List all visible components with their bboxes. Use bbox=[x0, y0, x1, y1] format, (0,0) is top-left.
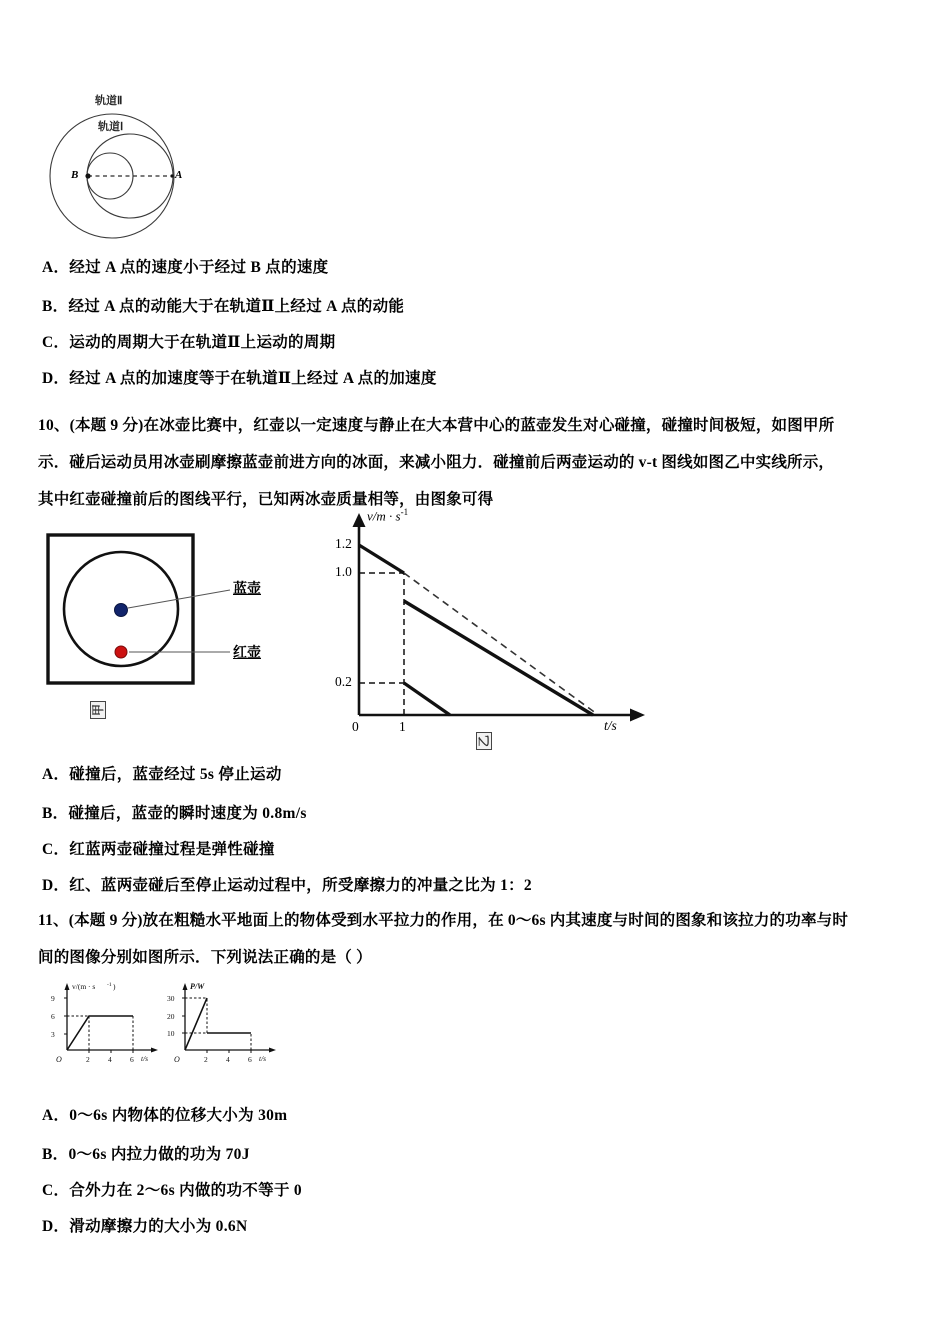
red-stone-after-collision-line bbox=[404, 683, 450, 715]
point-a-label: A bbox=[175, 169, 183, 181]
q10-option-a-label: A． bbox=[42, 766, 70, 783]
red-stone-before-collision-line bbox=[359, 545, 404, 573]
vmini-x-axis-title: t/s bbox=[141, 1054, 149, 1063]
pmini-ylab-20: 20 bbox=[167, 1012, 175, 1021]
q10-option-c[interactable] bbox=[42, 837, 275, 859]
vmini-origin-label: O bbox=[56, 1055, 62, 1064]
q11-option-b-text: 0～6s 内拉力做的功为 70J bbox=[68, 1146, 250, 1163]
q9-option-b[interactable] bbox=[42, 294, 404, 316]
pmini-power-ramp bbox=[185, 998, 207, 1050]
vmini-x-arrow bbox=[151, 1048, 158, 1053]
q11-option-a-text: 0～6s 内物体的位移大小为 30m bbox=[69, 1107, 288, 1124]
vmini-ylab-3: 3 bbox=[51, 1030, 55, 1039]
q9-option-c-text: 运动的周期大于在轨道Ⅱ上运动的周期 bbox=[69, 334, 336, 351]
q10-option-a-text: 碰撞后，蓝壶经过 5s 停止运动 bbox=[69, 766, 282, 783]
vmini-velocity-curve bbox=[67, 1016, 133, 1050]
vmini-xlab-2: 2 bbox=[86, 1055, 90, 1064]
curling-vt-chart bbox=[335, 505, 645, 748]
vmini-y-axis-title: v/(m · s bbox=[72, 982, 96, 991]
q9-option-d-label: D． bbox=[42, 370, 70, 387]
q11-option-d[interactable] bbox=[42, 1214, 247, 1236]
q10-option-a[interactable] bbox=[42, 762, 282, 784]
pmini-y-arrow bbox=[183, 983, 188, 990]
y-axis-arrow bbox=[353, 513, 366, 527]
figure-yi-caption: 乙 bbox=[476, 732, 492, 750]
vmini-ylab-6: 6 bbox=[51, 1012, 55, 1021]
red-stone-label: 红壶 bbox=[233, 646, 261, 661]
orbit-diagram bbox=[40, 80, 270, 245]
vt-ytick-1-2: 1.2 bbox=[335, 536, 352, 551]
q9-option-a-text: 经过 A 点的速度小于经过 B 点的速度 bbox=[69, 259, 329, 276]
q11-option-c-label: C． bbox=[42, 1182, 70, 1199]
q11-option-c[interactable] bbox=[42, 1178, 302, 1200]
q9-option-c[interactable] bbox=[42, 330, 335, 352]
q10-option-d-text: 红、蓝两壶碰后至停止运动过程中，所受摩擦力的冲量之比为 1：2 bbox=[69, 877, 532, 894]
vt-y-axis-title-text: v/m · s bbox=[367, 508, 401, 524]
pmini-x-arrow bbox=[269, 1048, 276, 1053]
figure-jia-caption: 甲 bbox=[90, 701, 106, 719]
pmini-y-axis-title: P/W bbox=[190, 982, 205, 991]
pmini-origin-label: O bbox=[174, 1055, 180, 1064]
q10-stem-line-1: 10、(本题 9 分)在冰壶比赛中，红壶以一定速度与静止在大本营中心的蓝壶发生对心碰撞，碰撞时间极短，如图甲所 bbox=[38, 417, 835, 434]
vt-y-axis-exponent: -1 bbox=[400, 507, 409, 517]
x-axis-arrow bbox=[630, 709, 645, 722]
reference-dashed-extension bbox=[404, 573, 597, 714]
point-b-marker bbox=[85, 173, 90, 178]
vmini-y-arrow bbox=[65, 983, 70, 990]
q9-option-d-text: 经过 A 点的加速度等于在轨道Ⅱ上经过 A 点的加速度 bbox=[69, 370, 437, 387]
vt-origin-label: 0 bbox=[352, 719, 359, 734]
q10-stem-line-3: 其中红壶碰撞前后的图线平行，已知两冰壶质量相等，由图象可得 bbox=[38, 491, 494, 508]
vmini-xlab-4: 4 bbox=[108, 1055, 112, 1064]
q11-option-b-label: B． bbox=[42, 1146, 69, 1163]
blue-stone-label: 蓝壶 bbox=[233, 582, 261, 597]
vmini-xlab-6: 6 bbox=[130, 1055, 134, 1064]
q10-option-d-label: D． bbox=[42, 877, 70, 894]
q9-option-a[interactable] bbox=[42, 255, 328, 277]
vt-y-axis-title bbox=[367, 507, 408, 524]
q9-option-c-label: C． bbox=[42, 334, 70, 351]
vt-xtick-1: 1 bbox=[399, 719, 406, 734]
vmini-y-axis-title-close: ) bbox=[113, 982, 116, 991]
pmini-xlab-4: 4 bbox=[226, 1055, 230, 1064]
power-time-mini-chart bbox=[167, 982, 276, 1064]
q10-stem-line-2: 示．碰后运动员用冰壶刷摩擦蓝壶前进方向的冰面，来减小阻力．碰撞前后两壶运动的 v-t 图线如图乙中实线所示， bbox=[38, 454, 835, 471]
blue-stone-after-collision-line bbox=[404, 601, 593, 715]
blue-stone-marker bbox=[115, 604, 128, 617]
pmini-xlab-2: 2 bbox=[204, 1055, 208, 1064]
vt-ytick-0-2: 0.2 bbox=[335, 674, 352, 689]
velocity-time-mini-chart bbox=[51, 982, 158, 1064]
vmini-y-axis-exponent: -1 bbox=[107, 982, 112, 988]
curling-vt-chart-svg bbox=[335, 505, 645, 745]
q11-dual-mini-charts bbox=[45, 978, 295, 1073]
q11-option-b[interactable] bbox=[42, 1142, 250, 1164]
orbit-diagram-svg bbox=[40, 80, 270, 245]
red-stone-marker bbox=[115, 646, 127, 658]
q11-option-d-text: 滑动摩擦力的大小为 0.6N bbox=[69, 1218, 248, 1235]
q11-option-a[interactable] bbox=[42, 1103, 287, 1125]
pmini-ylab-10: 10 bbox=[167, 1029, 175, 1038]
q9-option-d[interactable] bbox=[42, 366, 437, 388]
curling-house-svg bbox=[45, 530, 335, 740]
pmini-ylab-30: 30 bbox=[167, 994, 175, 1003]
curling-house-figure bbox=[45, 530, 335, 740]
q10-option-b-label: B． bbox=[42, 805, 69, 822]
vt-ytick-1-0: 1.0 bbox=[335, 564, 352, 579]
vt-x-axis-title: t/s bbox=[604, 718, 617, 733]
q9-option-b-label: B． bbox=[42, 298, 69, 315]
q11-stem-line-2: 间的图像分别如图所示．下列说法正确的是（ ） bbox=[38, 949, 372, 966]
inner-orbit-ellipse bbox=[87, 134, 173, 218]
q11-option-d-label: D． bbox=[42, 1218, 70, 1235]
q10-option-b-text: 碰撞后，蓝壶的瞬时速度为 0.8m/s bbox=[68, 805, 307, 822]
q11-option-c-text: 合外力在 2～6s 内做的功不等于 0 bbox=[69, 1182, 302, 1199]
q9-option-b-text: 经过 A 点的动能大于在轨道Ⅱ上经过 A 点的动能 bbox=[68, 298, 405, 315]
q10-option-c-label: C． bbox=[42, 841, 70, 858]
q11-option-a-label: A． bbox=[42, 1107, 70, 1124]
q11-dual-mini-charts-svg bbox=[45, 978, 295, 1073]
q10-option-d[interactable] bbox=[42, 873, 532, 895]
outer-orbit-label: 轨道Ⅱ bbox=[95, 95, 123, 107]
point-a-marker bbox=[170, 174, 173, 177]
q10-option-c-text: 红蓝两壶碰撞过程是弹性碰撞 bbox=[69, 841, 275, 858]
inner-orbit-label: 轨道Ⅰ bbox=[98, 121, 124, 133]
q11-stem-line-1: 11、(本题 9 分)放在粗糙水平地面上的物体受到水平拉力的作用，在 0～6s 内其速度与时间的图象和该拉力的功率与时 bbox=[38, 912, 849, 929]
q10-option-b[interactable] bbox=[42, 801, 307, 823]
vmini-ylab-9: 9 bbox=[51, 994, 55, 1003]
q9-option-a-label: A． bbox=[42, 259, 70, 276]
pmini-xlab-6: 6 bbox=[248, 1055, 252, 1064]
pmini-x-axis-title: t/s bbox=[259, 1054, 267, 1063]
point-b-label: B bbox=[71, 169, 79, 181]
